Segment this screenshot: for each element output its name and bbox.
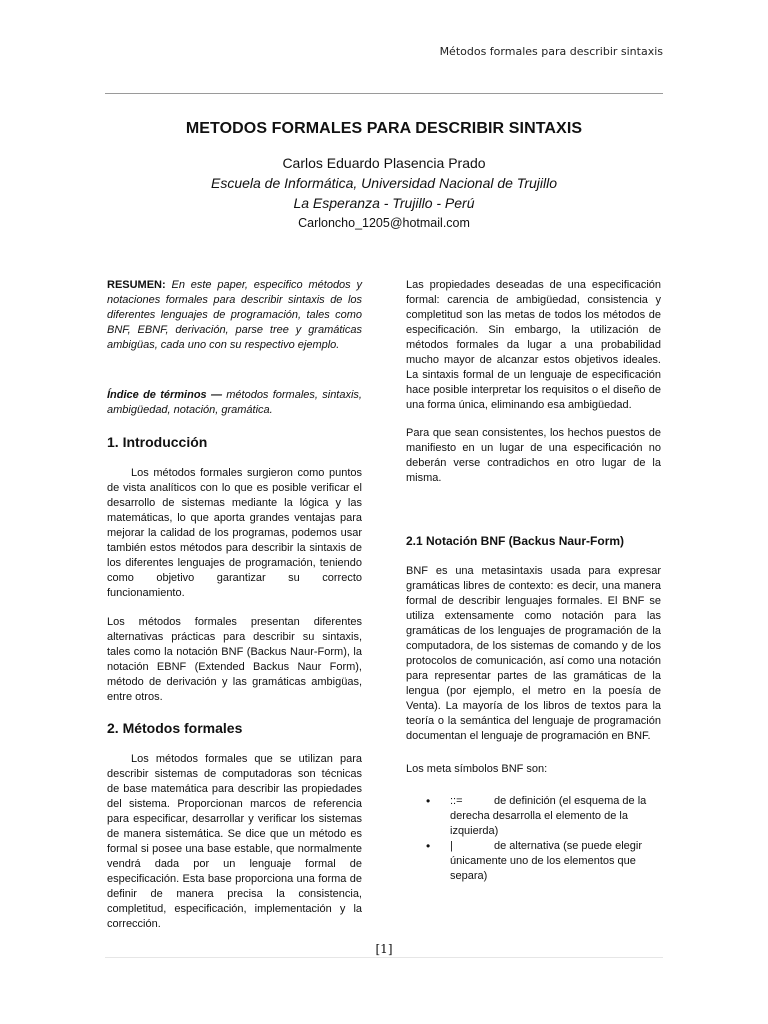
subsection-2-1-title: 2.1 Notación BNF (Backus Naur-Form) <box>406 534 625 548</box>
abstract-text: En este paper, especifico métodos y notaciones formales para describir sintaxis de los diferentes lenguajes de programación, tales como BNF, EBNF, derivación, parse tree y gramáticas ambigüas, cada uno con su respectivo ejemplo. <box>107 279 362 351</box>
author-name: Carlos Eduardo Plasencia Prado <box>282 155 486 171</box>
bullet-icon: • <box>426 794 431 808</box>
index-terms-label: Índice de términos — <box>107 389 222 401</box>
running-header: Métodos formales para describir sintaxis <box>439 45 663 58</box>
header-rule <box>105 93 663 94</box>
section-1-paragraph-2: Los métodos formales presentan diferentes alternativas prácticas para describir su sintaxis, tales como la notación BNF (Backus Naur-Form), la notación EBNF (Extended Backus Naur Form), método de derivación y las gramáticas ambigüas, entre otros. <box>107 616 362 703</box>
index-terms-text: métodos formales, sintaxis, ambigüedad, notación, gramática. <box>107 389 362 416</box>
abstract-label: RESUMEN: <box>107 279 166 291</box>
right-paragraph-3: BNF es una metasintaxis usada para expresar gramáticas libres de contexto: es decir, una manera formal de describir lenguajes formales. El BNF se utiliza extensamente como notación para las gramáticas de los lenguajes de programación de la computadora, de los sistemas de comando y de los protocolos de comunicación, así como una notación para representar partes de las gramáticas de la lengua (por ejemplo, el metro en la poesía de Venta). La mayoría de los libros de textos para la teoría o la semántica del lenguaje de programación documentan el lenguaje de programación en BNF. <box>406 565 661 742</box>
right-paragraph-2: Para que sean consistentes, los hechos puestos de manifiesto en un lugar de una especificación no deberán verse contradichos en otro lugar de la misma. <box>406 427 661 484</box>
author-school: Escuela de Informática, Universidad Nacional de Trujillo <box>210 175 557 191</box>
author-email: Carloncho_1205@hotmail.com <box>298 216 470 230</box>
right-paragraph-4: Los meta símbolos BNF son: <box>406 763 548 775</box>
abstract <box>107 278 362 353</box>
right-paragraph-1: Las propiedades deseadas de una especificación formal: carencia de ambigüedad, consistencia y completitud son las metas de todos los métodos de especificación. Sin embargo, la utilización de métodos formales da lugar a una probabilidad mucho mayor de alcanzar estos objetivos ideales. La sintaxis formal de un lenguaje de especificación hace posible interpretar los requisitos o el diseño de una forma única, eliminando esa ambigüedad. <box>406 279 661 411</box>
bnf-symbol-description: de alternativa (se puede elegir únicamente uno de los elementos que separa) <box>450 840 642 882</box>
bnf-symbol-list <box>406 794 661 884</box>
bnf-symbol-description: de definición (el esquema de la derecha desarrolla el elemento de la izquierda) <box>450 795 647 837</box>
section-1-title: 1. Introducción <box>107 434 208 450</box>
page-number: [1] <box>375 942 393 956</box>
bullet-icon: • <box>426 839 431 853</box>
author-location: La Esperanza - Trujillo - Perú <box>293 195 475 211</box>
author-block <box>105 153 663 232</box>
list-item <box>406 794 661 839</box>
left-column <box>107 278 362 932</box>
bnf-symbol: ::= <box>450 795 463 807</box>
right-column <box>406 278 661 884</box>
footer-rule <box>105 957 663 958</box>
section-1-paragraph-1: Los métodos formales surgieron como puntos de vista analíticos con lo que es posible verificar el desarrollo de sistemas mediante la lógica y las matemáticas, lo que aporta grandes ventajas para mejorar la calidad de los programas, podemos usar también estos métodos para describir la sintaxis de los diferentes lenguajes de programación, teniendo como objetivo garantizar su correcto funcionamiento. <box>107 467 362 599</box>
paper-title: METODOS FORMALES PARA DESCRIBIR SINTAXIS <box>185 120 583 137</box>
section-2-paragraph-1: Los métodos formales que se utilizan para describir sistemas de computadoras son técnicas de base matemática para describir las propiedades del sistema. Proporcionan marcos de referencia para especificar, desarrollar y verificar los sistemas de manera sistemática. Se dice que un método es formal si posee una base estable, que normalmente vendrá dada por un lenguaje formal de especificación. Esta base proporciona una forma de definir de manera precisa la consistencia, completitud, especificación, implementación y la corrección. <box>107 753 362 930</box>
index-terms <box>107 388 362 418</box>
list-item <box>406 839 661 884</box>
bnf-symbol: | <box>450 840 453 852</box>
section-2-title: 2. Métodos formales <box>107 720 243 736</box>
